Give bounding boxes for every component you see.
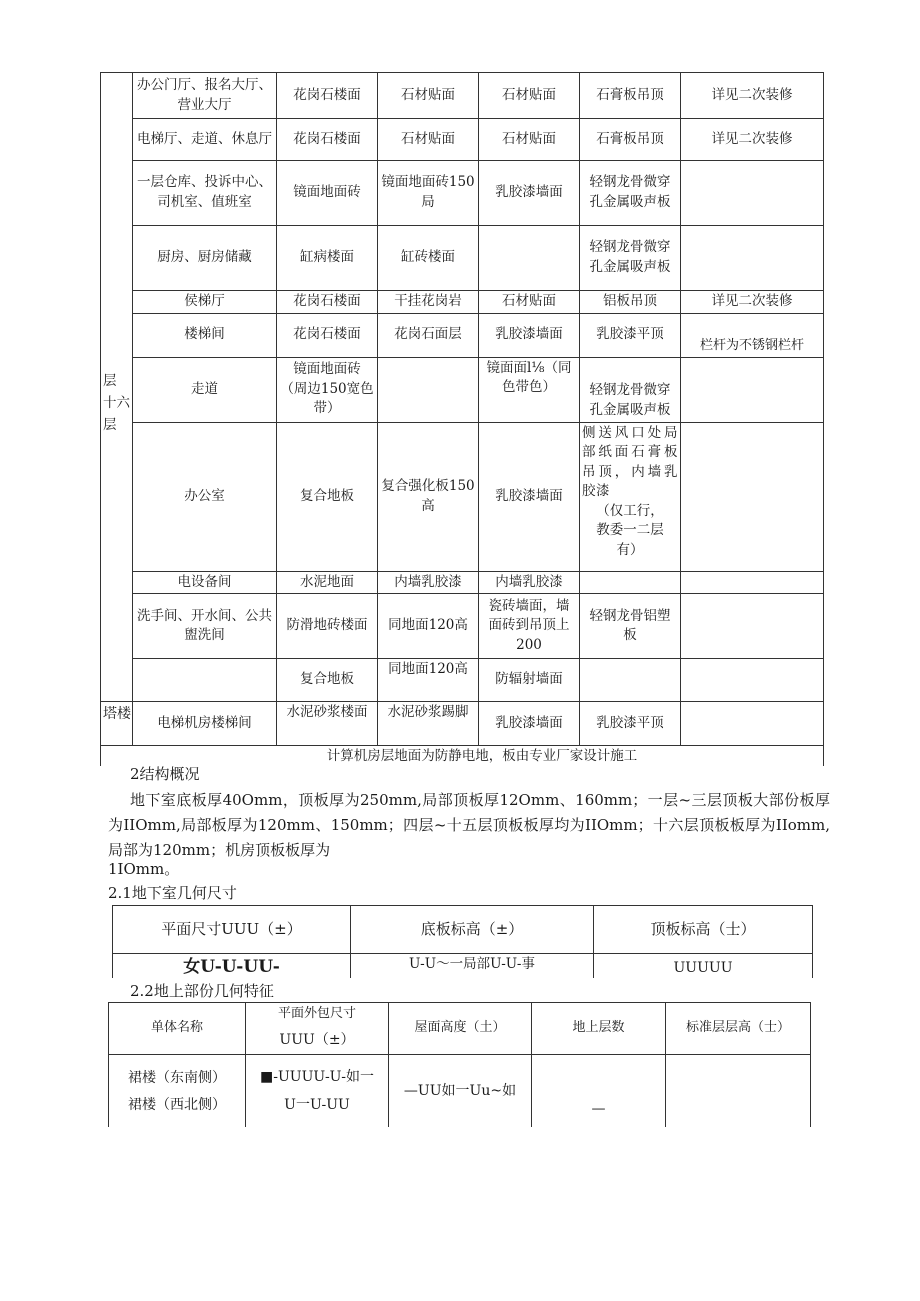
remark-cell — [681, 659, 824, 702]
section-label-main: 层 十六 层 — [101, 73, 133, 702]
section-2-paragraph: 地下室底板厚40Omm，顶板厚为250mm,局部顶板厚12Omm、160mm；一层~三层顶板大部份板厚为IIOmm,局部板厚为120mm、150mm；四层~十五层顶板板厚均为IIOmm；十六层顶板板厚为IIomm,局部为120mm；机房顶板板厚为 — [108, 791, 830, 859]
area-cell: 办公室 — [133, 422, 277, 571]
remark-cell: 栏杆为不锈钢栏杆 — [681, 313, 824, 357]
above-ground-table — [108, 1002, 811, 1127]
section-2-title: 2结构概况 — [130, 765, 200, 783]
header-cell: 屋面高度（土） — [389, 1003, 532, 1055]
area-cell: 电梯机房楼梯间 — [133, 702, 277, 746]
wall-cell: 乳胶漆墙面 — [479, 702, 580, 746]
finish-table — [100, 72, 824, 766]
unit-name: 裙楼（东南侧） — [128, 1070, 226, 1086]
wall-cell: 镜面面l⅛（同色带色） — [479, 357, 580, 422]
ceiling-cell — [580, 571, 681, 594]
floor-cell: 缸病楼面 — [277, 226, 378, 291]
wall-cell: 内墙乳胶漆 — [479, 571, 580, 594]
wall-cell: 防辐射墙面 — [479, 659, 580, 702]
table-row — [101, 119, 824, 161]
floor-cell: 水泥砂浆楼面 — [277, 702, 378, 746]
wall-cell: 石材贴面 — [479, 119, 580, 161]
table-row — [101, 357, 824, 422]
header-line: 平面外包尺寸 — [277, 1005, 356, 1021]
section-2-paragraph-tail: 1IOmm。 — [108, 860, 180, 878]
ceiling-cell: 石膏板吊顶 — [580, 73, 681, 119]
remark-cell — [681, 571, 824, 594]
table-header-row — [113, 906, 813, 954]
remark-cell — [681, 422, 824, 571]
table-row — [101, 161, 824, 226]
remark-cell — [681, 226, 824, 291]
remark-cell — [681, 161, 824, 226]
ceiling-cell: 石膏板吊顶 — [580, 119, 681, 161]
data-cell — [246, 1055, 389, 1127]
floor-cell: 花岗石楼面 — [277, 291, 378, 314]
base-cell: 内墙乳胶漆 — [378, 571, 479, 594]
floor-cell: 复合地板 — [277, 422, 378, 571]
size-line: U一U-UU — [284, 1097, 350, 1113]
ceiling-note: （仅工行，教委一二层有） — [596, 502, 664, 558]
data-cell: — — [532, 1055, 666, 1127]
floor-cell: 镜面地面砖（周边150宽色带） — [277, 357, 378, 422]
remark-cell: 详见二次装修 — [681, 119, 824, 161]
tower-label: 塔楼 — [103, 706, 131, 723]
area-cell: 厨房、厨房储藏 — [133, 226, 277, 291]
floor-cell: 复合地板 — [277, 659, 378, 702]
base-cell: 石材贴面 — [378, 73, 479, 119]
data-cell: 女U-U-UU- — [113, 954, 351, 979]
base-cell: 干挂花岗岩 — [378, 291, 479, 314]
table-row — [101, 422, 824, 571]
area-cell: 走道 — [133, 357, 277, 422]
base-cell: 镜面地面砖150局 — [378, 161, 479, 226]
area-cell: 电梯厅、走道、休息厅 — [133, 119, 277, 161]
ceiling-cell — [580, 659, 681, 702]
area-cell: 办公门厅、报名大厅、营业大厅 — [133, 73, 277, 119]
header-cell: 底板标高（±） — [351, 906, 594, 954]
table-row — [113, 954, 813, 979]
base-cell: 水泥砂浆踢脚 — [378, 702, 479, 746]
header-cell: 地上层数 — [532, 1003, 666, 1055]
header-line: UUU（±） — [279, 1031, 355, 1048]
ceiling-cell: 乳胶漆平顶 — [580, 313, 681, 357]
header-cell: 标准层层高（士） — [666, 1003, 811, 1055]
table-row — [109, 1055, 811, 1127]
area-cell: 电设备间 — [133, 571, 277, 594]
header-cell: 单体名称 — [109, 1003, 246, 1055]
floor-cell: 防滑地砖楼面 — [277, 594, 378, 659]
table-row — [101, 702, 824, 746]
ceiling-cell: 轻钢龙骨微穿孔金属吸声板 — [580, 161, 681, 226]
table-row — [101, 659, 824, 702]
wall-cell: 乳胶漆墙面 — [479, 313, 580, 357]
base-cell: 同地面120高 — [378, 594, 479, 659]
table-header-row — [109, 1003, 811, 1055]
floor-cell: 花岗石楼面 — [277, 73, 378, 119]
area-cell: 楼梯间 — [133, 313, 277, 357]
data-cell — [109, 1055, 246, 1127]
data-cell: U-U～一局部U-U-事 — [351, 954, 594, 979]
wall-cell: 乳胶漆墙面 — [479, 161, 580, 226]
footnote-cell: 计算机房层地面为防静电地，板由专业厂家设计施工 — [101, 746, 824, 766]
remark-cell: 详见二次装修 — [681, 73, 824, 119]
size-line: ■-UUUU-U-如一 — [260, 1069, 374, 1085]
section-2-2-title: 2.2地上部份几何特征 — [130, 982, 274, 1000]
ceiling-cell: 轻钢龙骨铝塑板 — [580, 594, 681, 659]
remark-cell: 详见二次装修 — [681, 291, 824, 314]
ceiling-cell — [580, 422, 681, 571]
header-cell: 平面尺寸UUU（±） — [113, 906, 351, 954]
area-cell: 一层仓库、投诉中心、司机室、值班室 — [133, 161, 277, 226]
floor-cell: 水泥地面 — [277, 571, 378, 594]
data-cell: —UU如一Uu~如 — [389, 1055, 532, 1127]
base-cell: 花岗石面层 — [378, 313, 479, 357]
header-cell — [246, 1003, 389, 1055]
section-label-tower — [101, 702, 133, 746]
table-row — [101, 594, 824, 659]
unit-name: 裙楼（西北侧） — [128, 1097, 226, 1113]
remark-cell — [681, 357, 824, 422]
ceiling-cell: 乳胶漆平顶 — [580, 702, 681, 746]
table-row — [101, 291, 824, 314]
ceiling-text: 侧送风口处局部纸面石膏板吊顶，内墙乳胶漆 — [582, 424, 678, 500]
base-cell: 石材贴面 — [378, 119, 479, 161]
table-row — [101, 313, 824, 357]
ceiling-cell: 轻钢龙骨微穿孔金属吸声板 — [580, 226, 681, 291]
basement-dimension-table — [112, 905, 813, 978]
base-cell — [378, 357, 479, 422]
data-cell — [666, 1055, 811, 1127]
floor-cell: 花岗石楼面 — [277, 119, 378, 161]
wall-cell: 乳胶漆墙面 — [479, 422, 580, 571]
ceiling-cell: 铝板吊顶 — [580, 291, 681, 314]
wall-cell: 瓷砖墙面，墙面砖到吊顶上200 — [479, 594, 580, 659]
area-cell: 洗手间、开水间、公共盥洗间 — [133, 594, 277, 659]
table-row — [101, 746, 824, 766]
table-row — [101, 226, 824, 291]
wall-cell — [479, 226, 580, 291]
base-cell: 同地面120高 — [378, 659, 479, 702]
wall-cell: 石材贴面 — [479, 73, 580, 119]
base-cell: 缸砖楼面 — [378, 226, 479, 291]
area-cell — [133, 659, 277, 702]
floor-cell: 花岗石楼面 — [277, 313, 378, 357]
base-cell: 复合强化板150高 — [378, 422, 479, 571]
remark-cell — [681, 702, 824, 746]
data-cell: UUUUU — [594, 954, 813, 979]
table-row — [101, 73, 824, 119]
header-cell: 顶板标高（士） — [594, 906, 813, 954]
section-2-1-title: 2.1地下室几何尺寸 — [108, 884, 237, 902]
ceiling-cell: 轻钢龙骨微穿孔金属吸声板 — [580, 357, 681, 422]
remark-cell — [681, 594, 824, 659]
area-cell: 侯梯厅 — [133, 291, 277, 314]
table-row — [101, 571, 824, 594]
floor-cell: 镜面地面砖 — [277, 161, 378, 226]
wall-cell: 石材贴面 — [479, 291, 580, 314]
